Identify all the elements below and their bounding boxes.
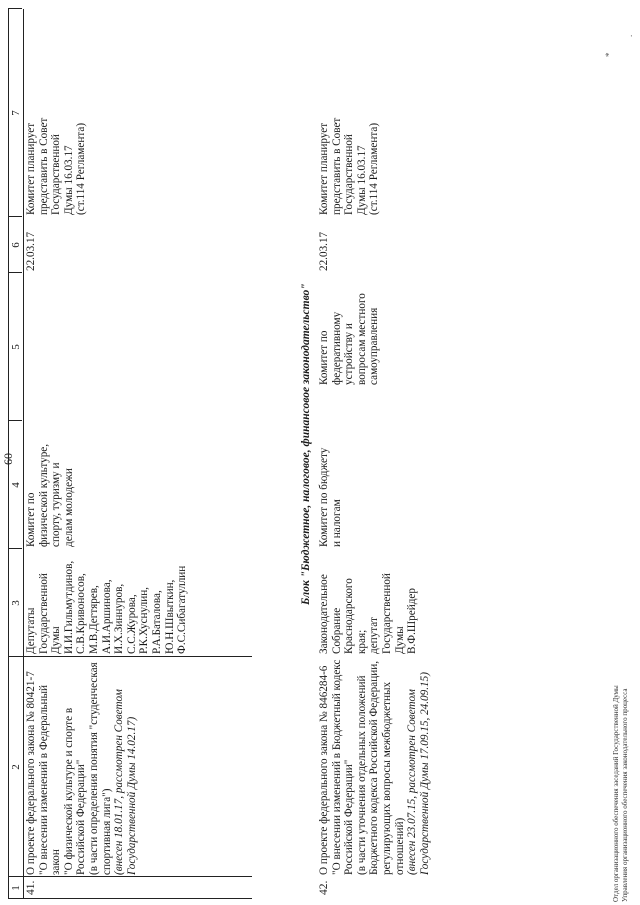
column-header-1: 1 xyxy=(8,877,24,899)
column-header-7: 7 xyxy=(8,9,24,217)
column-header-2: 2 xyxy=(8,657,24,877)
responsible-committee: Комитет по физической культуре, спорту, туризму и делам молодежи xyxy=(25,443,75,547)
co-executor-committee: Комитет по федеративному устройству и вопросам местного самоуправления xyxy=(318,293,381,385)
section-title: Блок "Бюджетное, налоговое, финансовое законодательство" xyxy=(300,283,312,605)
grid-line xyxy=(8,8,22,9)
column-header-5: 5 xyxy=(8,273,24,421)
row-number: 42. xyxy=(318,880,330,895)
row-number: 41. xyxy=(25,880,37,895)
grid-line xyxy=(8,216,22,217)
bill-initiators: Законодательное Собрание Краснодарского края; депутат Государственной Думы В.Ф.Шрейдер xyxy=(318,573,419,654)
column-header-6: 6 xyxy=(8,217,24,273)
grid-line xyxy=(8,548,22,549)
review-date: 22.03.17 xyxy=(318,231,330,271)
grid-line xyxy=(8,876,252,877)
grid-line xyxy=(8,272,22,273)
page-number: 60 xyxy=(1,453,15,465)
committee-plan: Комитет планирует представить в Совет Государственной Думы 16.03.17 (ст.114 Регламента) xyxy=(318,117,381,215)
margin-mark: . xyxy=(624,34,634,37)
responsible-committee: Комитет по бюджету и налогам xyxy=(318,447,343,547)
grid-line xyxy=(8,420,22,421)
bill-description: О проекте федерального закона № 80421-7 "О внесении изменений в Федеральный закон "О физической культуре и спорте в Российской Федерации" (в части определения понятия "студенческая спортивная лига") (внесен 18.01.17, рассмотрен Советом Государственной Думы 14.02.17) xyxy=(25,662,138,875)
margin-mark: * xyxy=(604,52,614,57)
column-header-4: 4 xyxy=(8,421,24,549)
footer-department: Отдел организационного обеспечения заседаний Государственной Думы Управления организационного обеспечения законодательного процесса xyxy=(612,685,629,902)
grid-line xyxy=(8,656,252,657)
review-date: 22.03.17 xyxy=(25,231,37,271)
committee-plan: Комитет планирует представить в Совет Государственной Думы 16.03.17 (ст.114 Регламента) xyxy=(25,117,88,215)
bill-initiators: Депутаты Государственной Думы И.И.Гильмутдинов, С.В.Кривоносов, М.В.Дегтярев, А.И.Аршинова, И.Х.Зиннуров, С.С.Журова, Р.К.Хуснулин, Р.А.Баталова, Ю.Н.Швыткин, Ф.С.Сибагатуллин xyxy=(25,560,189,654)
grid-line xyxy=(8,898,252,899)
column-header-3: 3 xyxy=(8,549,24,657)
bill-description: О проекте федерального закона № 846284-6 "О внесении изменений в Бюджетный кодекс Российской Федерации" (в части уточнения отдельных положений Бюджетного кодекса Российской Федерации, регулирующих вопросы межбюджетных отношений) (внесен 23.07.15, рассмотрен Советом Государственной Думы 17.09.15, 24.09.15) xyxy=(318,659,431,875)
